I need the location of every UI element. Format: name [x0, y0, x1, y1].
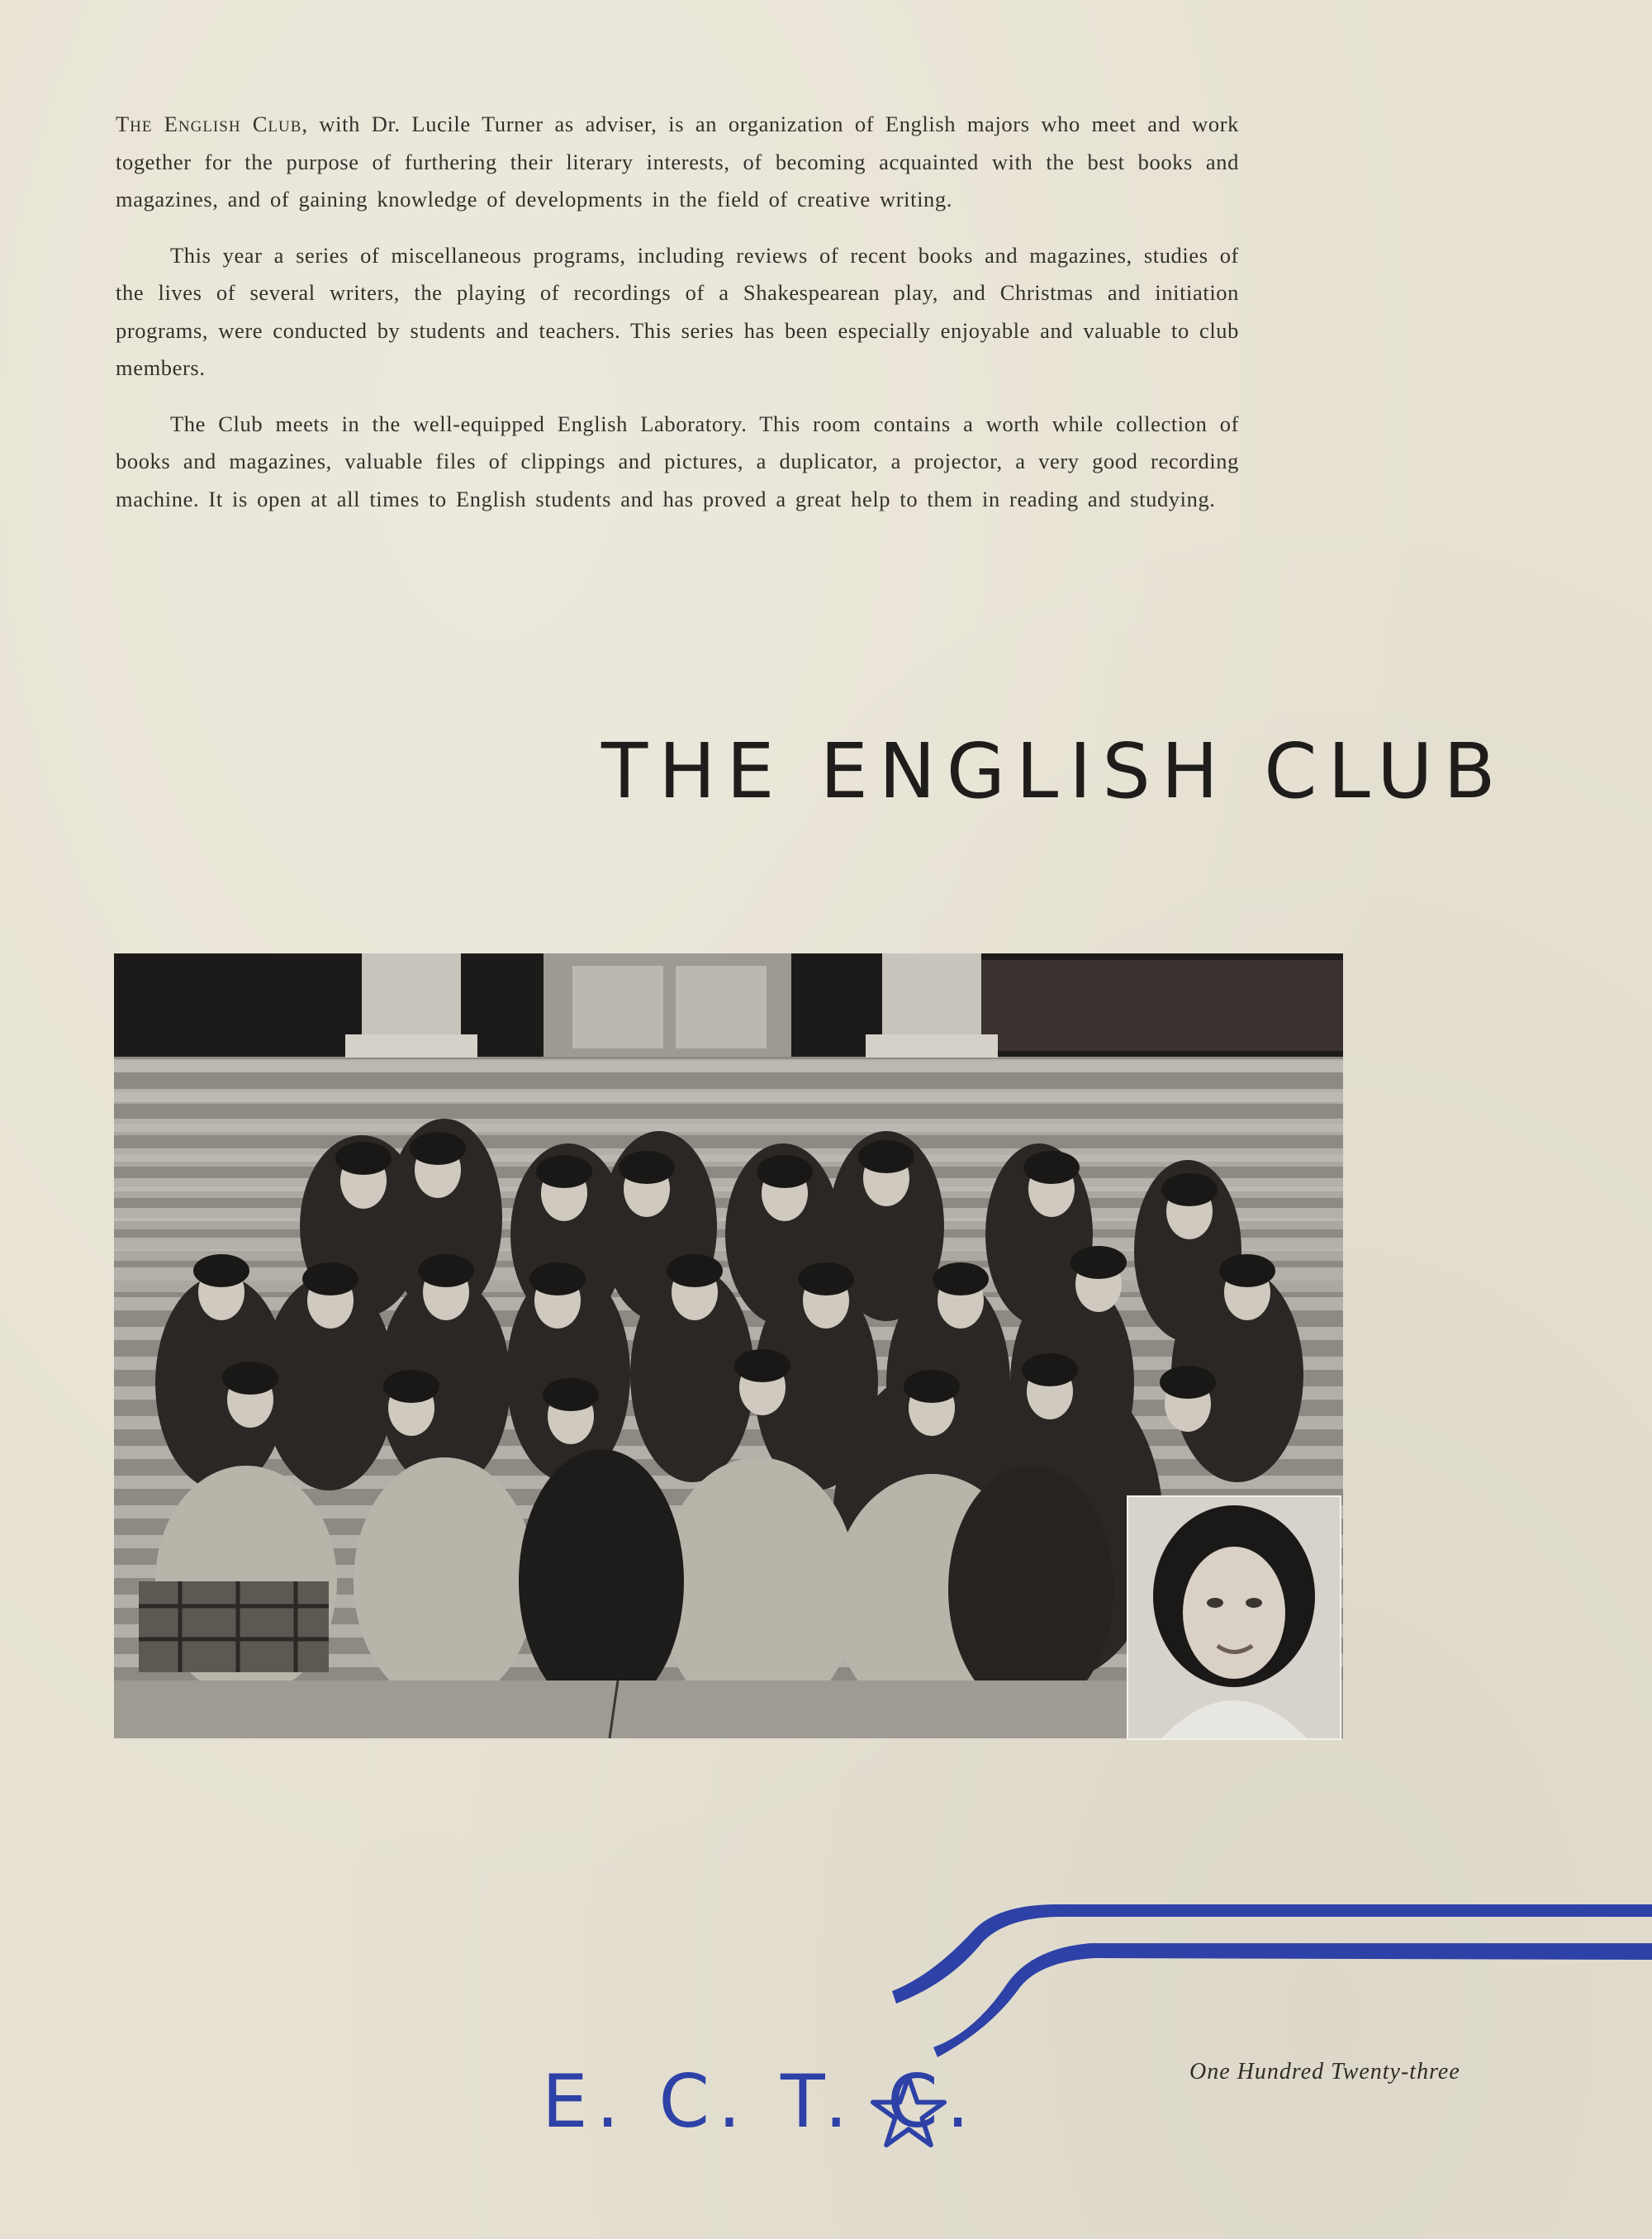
paragraph-2: This year a series of miscellaneous programs, including reviews of recent books and magazines, studies of the lives of several writers, the playing of recordings of a Shakespearean play, and Christmas and initiation programs, were conducted by students and teachers. This series has been especially enjoyable and valuable to club members.: [116, 242, 1239, 380]
portrait-illustration: [1128, 1497, 1340, 1738]
ectc-logo-text: E. C. T. C.: [542, 2059, 978, 2144]
page-number: One Hundred Twenty-three: [1189, 2059, 1460, 2085]
star-icon: [869, 2072, 948, 2151]
blue-ribbon-decoration: [884, 1892, 1652, 2057]
club-description: [116, 106, 1239, 536]
club-name-lead: The English Club: [116, 112, 302, 136]
adviser-portrait: [1127, 1495, 1341, 1740]
paragraph-1: [116, 106, 1239, 219]
page-title: THE ENGLISH CLUB: [601, 727, 1507, 815]
paragraph-1-text: , with Dr. Lucile Turner as adviser, is an organization of English majors who meet and work together for the purpose of furthering their literary interests, of becoming acquainted with the best books and magazines, and of gaining knowledge of developments in the field of creative writing.: [116, 112, 1239, 212]
paragraph-3: The Club meets in the well-equipped English Laboratory. This room contains a worth while collection of books and magazines, valuable files of clippings and pictures, a duplicator, a projector, a very good recording machine. It is open at all times to English students and has proved a great help to them in reading and studying.: [116, 411, 1239, 511]
